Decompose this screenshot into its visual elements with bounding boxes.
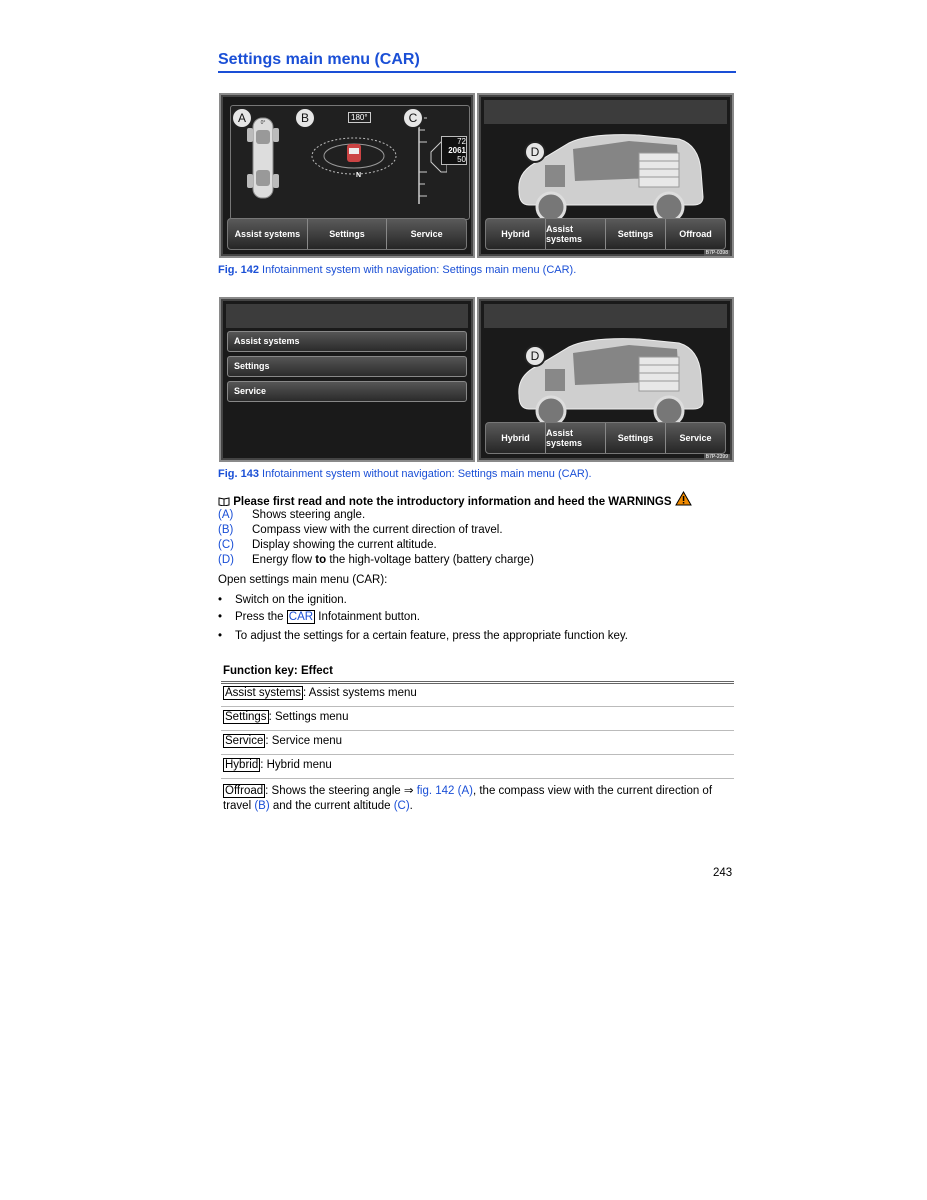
softkey-assist-systems[interactable]: Assist systems: [546, 219, 606, 249]
table-row: [223, 687, 417, 699]
function-key-effect: : Hybrid menu: [260, 759, 332, 771]
softkey-hybrid[interactable]: Hybrid: [486, 423, 546, 453]
function-key-effect: : Shows the steering angle ⇒: [265, 785, 417, 797]
title-bar: [484, 100, 727, 124]
step-text-end: Infotainment button.: [315, 611, 420, 623]
figure-code: B7P-0398: [705, 250, 728, 256]
row-divider: [221, 706, 734, 707]
open-menu-label: Open settings main menu (CAR):: [218, 574, 388, 586]
fig142-screen-left: [219, 93, 475, 258]
step-text-start: Press the: [235, 611, 287, 623]
title-bar: [226, 304, 468, 328]
callout-a: A: [231, 107, 253, 129]
figure-caption: [218, 264, 576, 276]
warning-intro: [218, 491, 692, 508]
legend-text: [252, 554, 534, 566]
function-key-effect: , the compass view with the current direction of: [472, 785, 713, 797]
table-header: Function key: Effect: [223, 665, 333, 677]
legend-text-bold: to: [315, 554, 327, 566]
function-key-effect: : Assist systems menu: [303, 687, 417, 699]
step-item: [218, 594, 347, 606]
legend-letter: (A): [218, 509, 234, 521]
fig143-softbar-right: [485, 422, 726, 454]
menu-item-settings[interactable]: Settings: [227, 356, 467, 377]
legend-letter: (C): [218, 539, 234, 551]
altimeter-value-lower: 50: [457, 155, 466, 164]
page-number: 243: [713, 867, 733, 879]
function-key-label: Offroad: [225, 785, 264, 797]
offroad-line-1: [223, 784, 728, 799]
menu-item-assist-systems[interactable]: Assist systems: [227, 331, 467, 352]
softkey-offroad[interactable]: Offroad: [679, 229, 712, 239]
softkey-service[interactable]: Service: [679, 433, 712, 443]
figure-caption-text: Infotainment system with navigation: Settings main menu (CAR).: [262, 264, 577, 276]
fig142-screen-right: [477, 93, 734, 258]
function-key-effect: .: [409, 800, 413, 812]
function-key-label: Assist systems: [225, 687, 302, 699]
row-divider: [221, 778, 734, 779]
function-key-label: Service: [225, 735, 264, 747]
table-row: [223, 735, 342, 747]
softkey-assist-systems[interactable]: Assist systems: [228, 219, 308, 249]
altimeter-values: [441, 136, 467, 165]
svg-text:0°: 0°: [260, 120, 266, 126]
row-divider: [221, 754, 734, 755]
legend-text-start: Energy flow: [252, 554, 316, 566]
softkey-service[interactable]: Service: [410, 229, 443, 239]
function-key-label: Hybrid: [225, 759, 259, 771]
bullet-icon: •: [218, 594, 223, 606]
heading-rule: [218, 71, 736, 73]
table-row: [223, 784, 728, 814]
figure-label: Fig. 143: [218, 468, 259, 480]
figure-label: Fig. 142: [218, 264, 259, 276]
fig142-softbar-left: [227, 218, 467, 250]
callout-c: C: [402, 107, 424, 129]
step-text: Switch on the ignition.: [235, 594, 347, 606]
callout-link-b[interactable]: (B): [254, 800, 270, 812]
callout-b: B: [294, 107, 316, 129]
function-key-effect: and the current altitude: [269, 800, 394, 812]
row-divider: [221, 730, 734, 731]
function-key-effect: : Service menu: [265, 735, 343, 747]
callout-d: D: [524, 141, 546, 163]
fig143-screen-right: [477, 297, 734, 462]
softkey-settings[interactable]: Settings: [308, 219, 388, 249]
bullet-icon: •: [218, 630, 223, 642]
warning-intro-text: Please first read and note the introductory information and heed the WARNINGS: [233, 496, 672, 508]
legend-text-end: the high-voltage battery (battery charge): [326, 554, 534, 566]
compass-north-label: N: [356, 172, 362, 179]
steering-angle-car-icon: [243, 114, 283, 202]
function-key-effect: travel: [223, 800, 255, 812]
table-row: [223, 711, 348, 723]
legend-letter: (B): [218, 524, 234, 536]
gauges-panel: [230, 105, 470, 220]
book-icon: [218, 497, 230, 506]
bullet-icon: •: [218, 611, 223, 623]
fig142-softbar-right: [485, 218, 726, 250]
function-key-label: Settings: [225, 711, 267, 723]
softkey-settings[interactable]: Settings: [606, 423, 666, 453]
car-button-key: CAR: [288, 611, 314, 623]
step-item: [218, 630, 628, 642]
figure-link[interactable]: fig. 142 (A): [416, 785, 473, 797]
figure-caption-text: Infotainment system without navigation: Settings main menu (CAR).: [262, 468, 592, 480]
altimeter-value-upper: 72: [457, 137, 466, 146]
step-item: [218, 611, 420, 623]
fig143-screen-left: [219, 297, 475, 462]
step-text: To adjust the settings for a certain feature, press the appropriate function key.: [235, 630, 628, 642]
legend-text: Shows steering angle.: [252, 509, 366, 521]
softkey-hybrid[interactable]: Hybrid: [486, 219, 546, 249]
legend-text: Compass view with the current direction of travel.: [252, 524, 503, 536]
title-bar: [484, 304, 727, 328]
offroad-line-2: [223, 799, 728, 814]
altimeter-value-current: 2061: [448, 146, 466, 155]
menu-item-service[interactable]: Service: [227, 381, 467, 402]
figure-caption: [218, 468, 592, 480]
callout-link-c[interactable]: (C): [393, 800, 410, 812]
page-heading: Settings main menu (CAR): [218, 51, 420, 68]
compass-angle-label: 180°: [348, 112, 371, 123]
warning-triangle-icon: [675, 491, 692, 506]
softkey-settings[interactable]: Settings: [606, 219, 666, 249]
legend-letter: (D): [218, 554, 234, 566]
legend-text: Display showing the current altitude.: [252, 539, 437, 551]
table-row: [223, 759, 332, 771]
compass-icon: [309, 126, 399, 182]
figure-code: B7P-2399: [705, 454, 728, 460]
softkey-assist-systems[interactable]: Assist systems: [546, 423, 606, 453]
table-header-rule: [221, 681, 734, 684]
function-key-effect: : Settings menu: [268, 711, 349, 723]
callout-d: D: [524, 345, 546, 367]
